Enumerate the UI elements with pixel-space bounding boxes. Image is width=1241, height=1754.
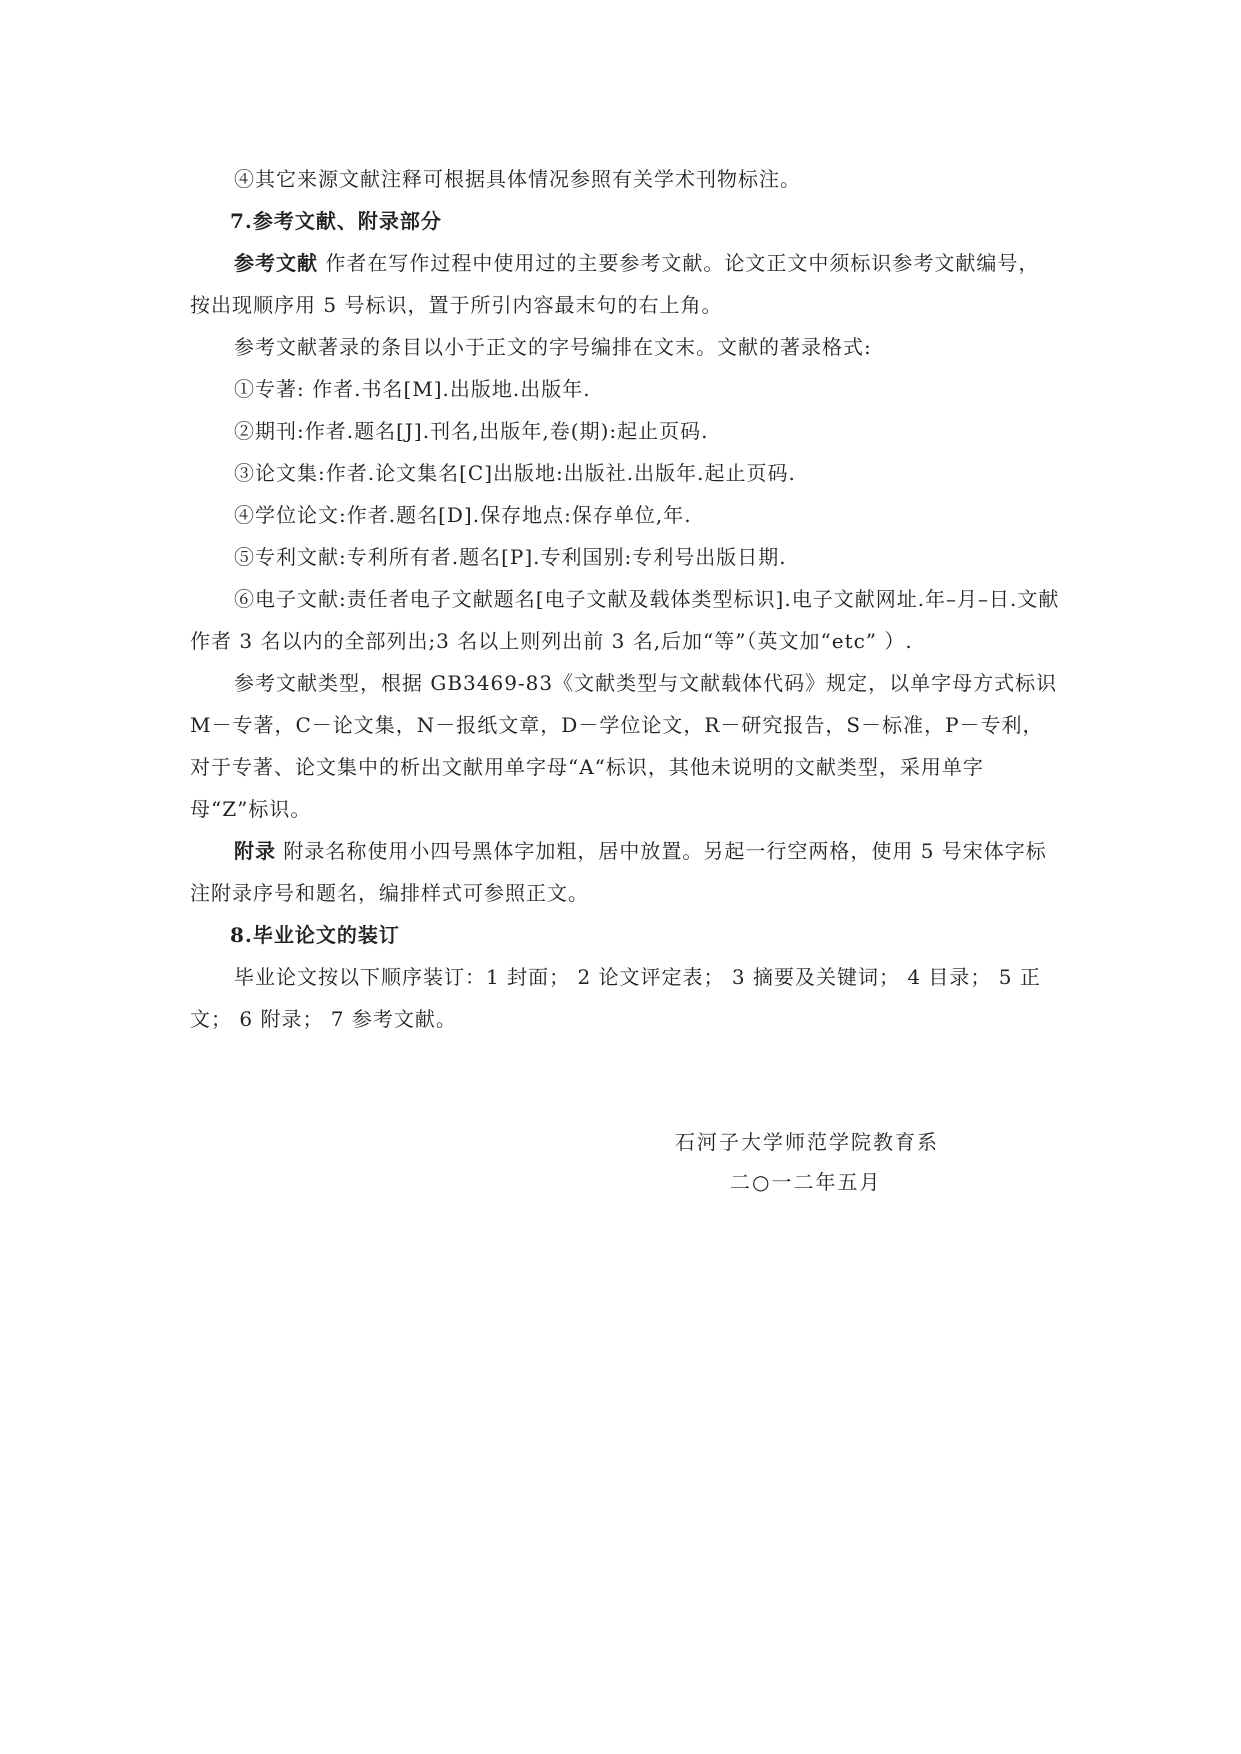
format-monograph: ①专著: 作者.书名[M].出版地.出版年.: [234, 377, 591, 401]
format-thesis: ④学位论文:作者.题名[D].保存地点:保存单位,年.: [234, 503, 692, 527]
appendix-definition: [190, 830, 1060, 914]
section-heading-8: 8.毕业论文的装订: [230, 923, 400, 947]
references-format-intro: 参考文献著录的条目以小于正文的字号编排在文末。文献的著录格式:: [234, 335, 872, 359]
appendix-term: 附录: [234, 839, 276, 863]
section-heading-7: 7.参考文献、附录部分: [230, 209, 442, 233]
signature-organization: 石河子大学师范学院教育系: [675, 1130, 939, 1154]
references-definition-text: 作者在写作过程中使用过的主要参考文献。论文正文中须标识参考文献编号，按出现顺序用 5 号标识，置于所引内容最末句的右上角。: [190, 251, 1040, 317]
references-term: 参考文献: [234, 251, 318, 275]
reference-types: 参考文献类型，根据 GB3469-83《文献类型与文献载体代码》规定，以单字母方式标识 M－专著，C－论文集，N－报纸文章，D－学位论文，R－研究报告，S－标准，P－专利，对于专著、论文集中的析出文献用单字母“A“标识，其他未说明的文献类型，采用单字母“Z”标识。: [190, 671, 1058, 821]
appendix-definition-text: 附录名称使用小四号黑体字加粗，居中放置。另起一行空两格，使用 5 号宋体字标注附录序号和题名，编排样式可参照正文。: [190, 839, 1047, 905]
binding-order: 毕业论文按以下顺序装订：1 封面； 2 论文评定表； 3 摘要及关键词； 4 目录； 5 正文； 6 附录； 7 参考文献。: [190, 965, 1041, 1031]
document-body: [190, 158, 1060, 1040]
references-definition: [190, 242, 1060, 326]
note-item-4: ④其它来源文献注释可根据具体情况参照有关学术刊物标注。: [234, 167, 801, 191]
signature-date: 二○一二年五月: [730, 1170, 882, 1194]
format-journal: ②期刊:作者.题名[J].刊名,出版年,卷(期):起止页码.: [234, 419, 709, 443]
format-electronic: ⑥电子文献:责任者电子文献题名[电子文献及载体类型标识].电子文献网址.年–月–日.文献作者 3 名以内的全部列出;3 名以上则列出前 3 名,后加“等”（英文加“etc” ）.: [190, 587, 1060, 653]
format-proceedings: ③论文集:作者.论文集名[C]出版地:出版社.出版年.起止页码.: [234, 461, 796, 485]
format-patent: ⑤专利文献:专利所有者.题名[P].专利国别:专利号出版日期.: [234, 545, 787, 569]
